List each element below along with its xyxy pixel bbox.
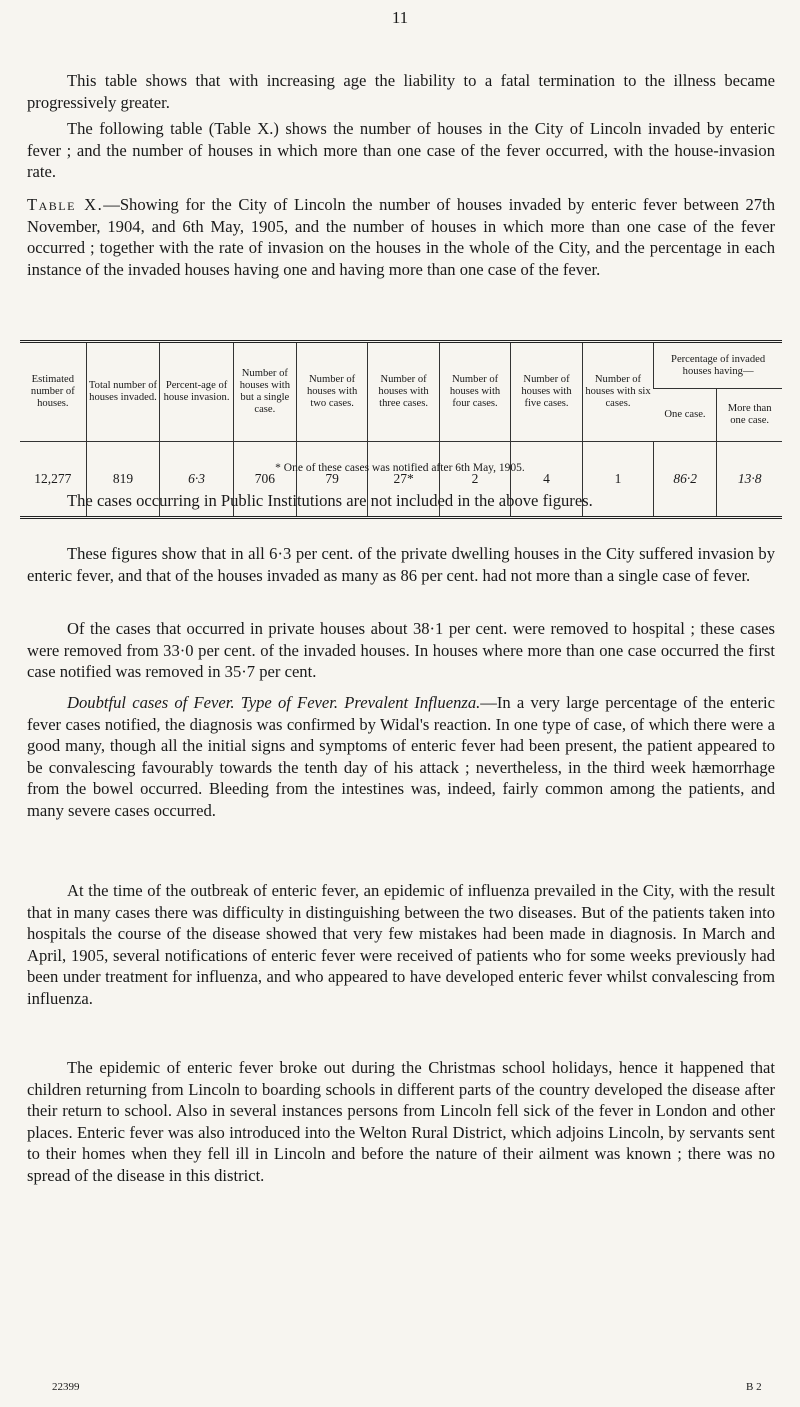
header-single-case: Number of houses with but a single case. — [233, 342, 296, 442]
cell-total-invaded: 819 — [86, 442, 160, 518]
header-estimated-houses: Estimated number of houses. — [20, 342, 86, 442]
table-caption-text: —Showing for the City of Lincoln the number of houses invaded by enteric fever between 27th November, 1904, and 6th May, 1905, and the number of houses in which more than one case of the fever occurred ; together with the rate of invasion on the houses in the whole of the City, and the percentage in each instance of the invaded houses having one and having more than one case of the fever. — [27, 195, 775, 279]
table-footnote: * One of these cases was notified after 6th May, 1905. — [275, 462, 525, 474]
paragraph-school-holidays: The epidemic of enteric fever broke out during the Christmas school holidays, hence it happened that children returning from Lincoln to boarding schools in different parts of the country developed the disease after their return to school. Also in several instances persons from Lincoln fell sick of the fever in London and other places. Enteric fever was also introduced into the Welton Rural District, which adjoins Lincoln, by servants sent to their homes when they fell ill in Lincoln and before the nature of their ailment was known ; there was no spread of the disease in this district. — [27, 1058, 775, 1185]
cell-six-cases: 1 — [582, 442, 653, 518]
table-caption — [27, 194, 775, 280]
doubtful-cases-heading: Doubtful cases of Fever. Type of Fever. Prevalent Influenza. — [67, 693, 481, 712]
signature-mark: B 2 — [746, 1381, 762, 1393]
header-five-cases: Number of houses with five cases. — [511, 342, 582, 442]
paragraph-hospital-removal: Of the cases that occurred in private houses about 38·1 per cent. were removed to hospital ; these cases were removed from 33·0 per cent. of the invaded houses. In houses where more than one case occurred the first case notified was removed in 35·7 per cent. — [27, 619, 775, 681]
header-three-cases: Number of houses with three cases. — [368, 342, 439, 442]
header-six-cases: Number of houses with six cases. — [582, 342, 653, 442]
header-percentage-invasion: Percent-age of house invasion. — [160, 342, 234, 442]
paragraph-figures-summary: These figures show that in all 6·3 per cent. of the private dwelling houses in the City suffered invasion by enteric fever, and that of the houses invaded as many as 86 per cent. had not more than a single case of fever. — [27, 544, 775, 585]
cell-five-cases: 4 — [511, 442, 582, 518]
header-more-than-one-case: More than one case. — [717, 389, 782, 442]
cell-four-cases: 2 — [439, 442, 510, 518]
paragraph-table-intro: The following table (Table X.) shows the number of houses in the City of Lincoln invaded by enteric fever ; and the number of houses in which more than one case of the fever occurred, with the house-invasion rate. — [27, 119, 775, 181]
header-two-cases: Number of houses with two cases. — [296, 342, 367, 442]
header-four-cases: Number of houses with four cases. — [439, 342, 510, 442]
paragraph-public-institutions: The cases occurring in Public Institutions are not included in the above figures. — [67, 491, 593, 510]
page-number: 11 — [391, 8, 409, 27]
cell-three-cases: 27* — [368, 442, 439, 518]
cell-one-case-pct: 86·2 — [654, 442, 717, 518]
print-signature-number: 22399 — [52, 1381, 80, 1393]
cell-estimated-houses: 12,277 — [20, 442, 86, 518]
cell-percentage-invasion: 6·3 — [160, 442, 234, 518]
paragraph-liability: This table shows that with increasing age the liability to a fatal termination to the illness became progressively greater. — [27, 71, 775, 112]
cell-more-than-one-pct: 13·8 — [717, 442, 782, 518]
header-percentage-group: Percentage of invaded houses having— — [654, 342, 782, 389]
paragraph-doubtful-cases — [27, 692, 775, 821]
doubtful-cases-text: —In a very large percentage of the enteric fever cases notified, the diagnosis was confirmed by Widal's reaction. In one type of case, of which there were a good many, though all the initial signs and symptoms of enteric fever had been present, the patient appeared to be convalescing favourably towards the tenth day of his attack ; nevertheless, in the third week hæmorrhage from the bowel occurred. Bleeding from the intestines was, indeed, fairly common among the patients, and many severe cases occurred. — [27, 693, 775, 820]
header-total-invaded: Total number of houses invaded. — [86, 342, 160, 442]
paragraph-influenza: At the time of the outbreak of enteric fever, an epidemic of influenza prevailed in the City, with the result that in many cases there was difficulty in distinguishing between the two diseases. But of the patients taken into hospitals the course of the disease showed that very few mistakes had been made in diagnosis. In March and April, 1905, several notifications of enteric fever were received of patients who for some weeks previously had been under treatment for influenza, and who appeared to have developed enteric fever whilst convalescing from influenza. — [27, 881, 775, 1008]
cell-two-cases: 79 — [296, 442, 367, 518]
cell-single-case: 706 — [233, 442, 296, 518]
table-caption-label: Table X. — [27, 195, 104, 214]
header-one-case: One case. — [654, 389, 717, 442]
